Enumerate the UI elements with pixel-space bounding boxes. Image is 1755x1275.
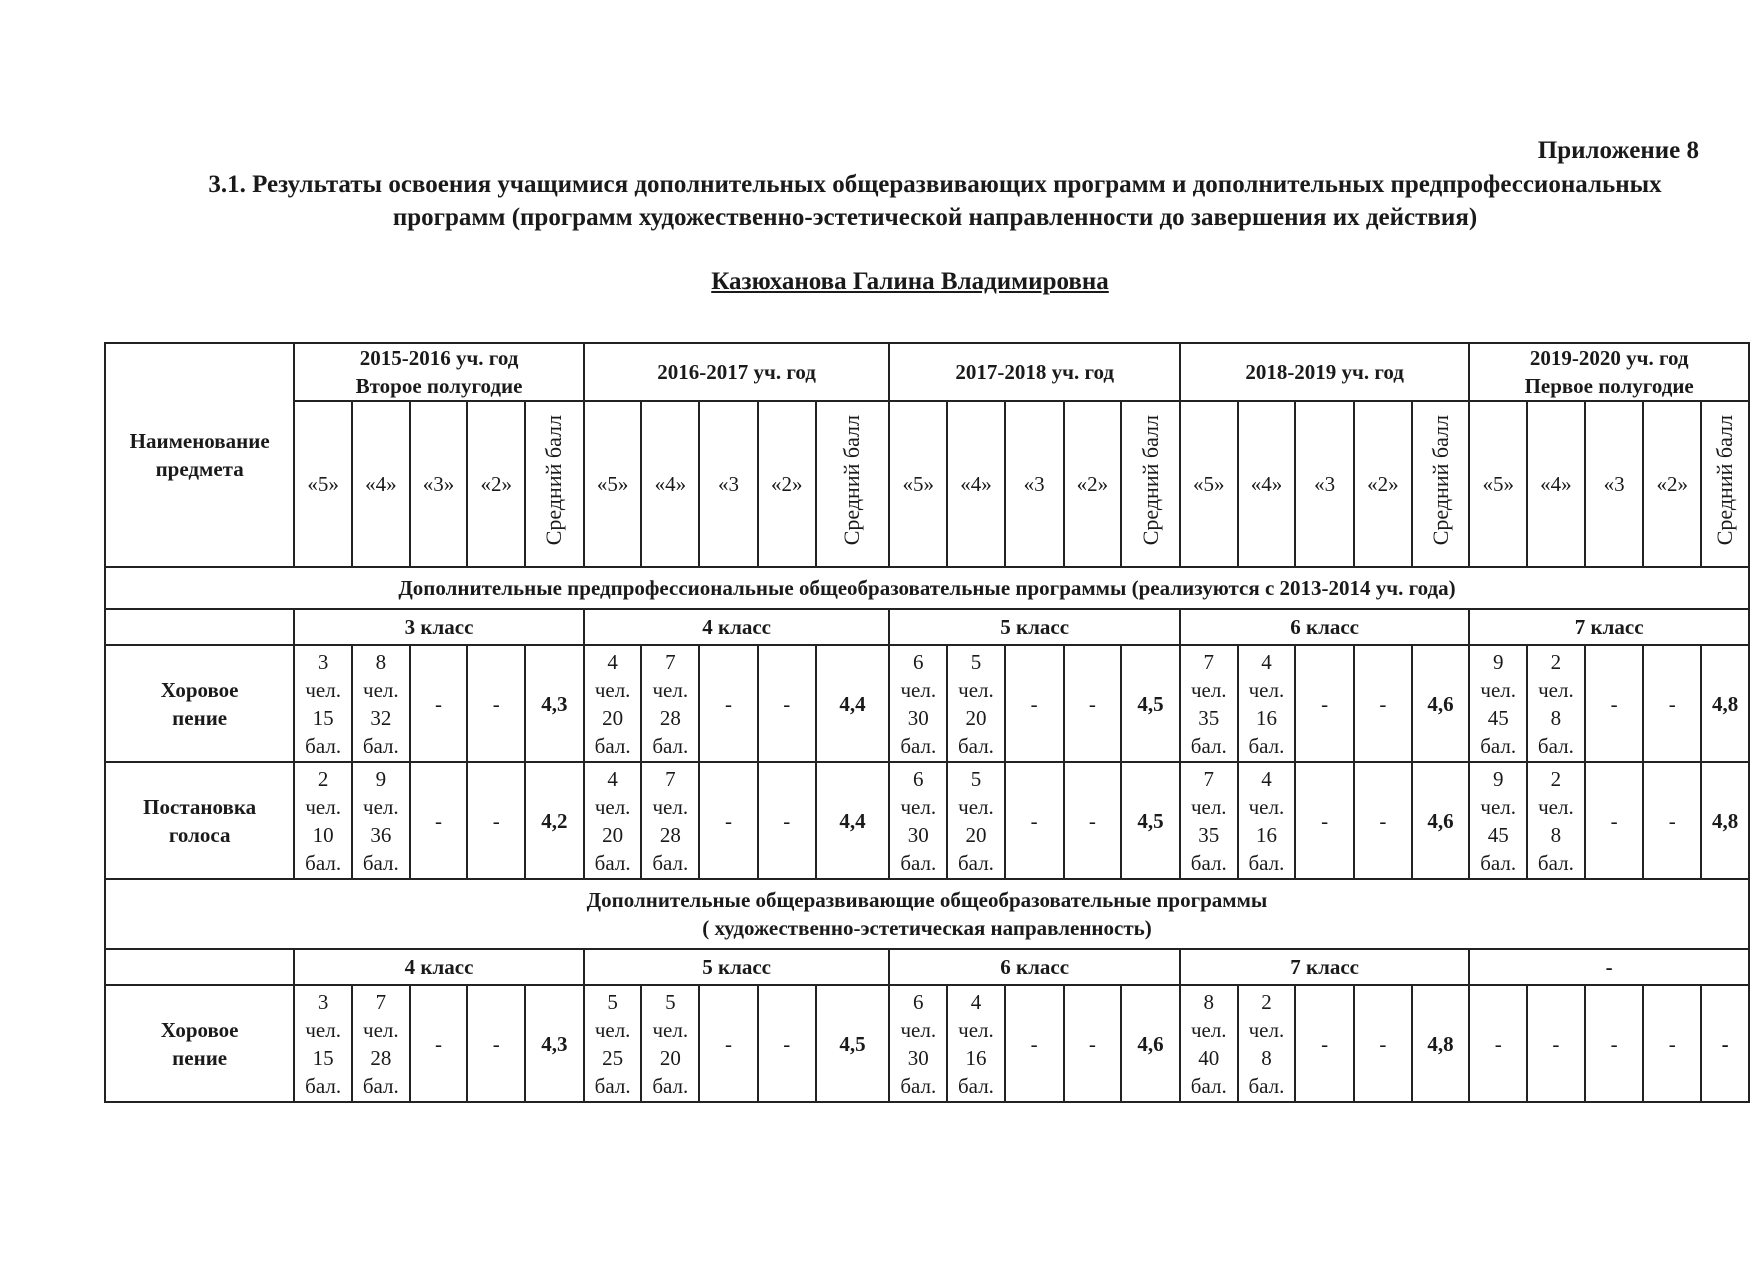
- count-grade-3: -: [1585, 762, 1644, 879]
- grade-header: «3: [1585, 401, 1644, 567]
- count-grade-4: 7 чел. 28 бал.: [641, 762, 699, 879]
- avg-score-header: [1121, 401, 1180, 567]
- average-score: 4,8: [1412, 985, 1470, 1102]
- class-row-spacer: [105, 609, 294, 645]
- count-grade-3: -: [699, 762, 758, 879]
- year-header: 2018-2019 уч. год: [1180, 343, 1469, 401]
- average-score: 4,8: [1701, 645, 1749, 762]
- class-label: 6 класс: [889, 949, 1179, 985]
- year-header: 2019-2020 уч. год Первое полугодие: [1469, 343, 1749, 401]
- count-grade-2: -: [1643, 762, 1701, 879]
- class-label: -: [1469, 949, 1749, 985]
- count-grade-2: -: [1064, 762, 1122, 879]
- count-grade-3: -: [1295, 645, 1354, 762]
- grade-header: «4»: [352, 401, 410, 567]
- count-grade-3: -: [410, 985, 468, 1102]
- count-grade-5: 6 чел. 30 бал.: [889, 762, 947, 879]
- average-score: 4,2: [525, 762, 584, 879]
- grade-header: «5»: [584, 401, 642, 567]
- grade-header: «4»: [1527, 401, 1585, 567]
- count-grade-4: 5 чел. 20 бал.: [947, 645, 1005, 762]
- average-score: 4,6: [1412, 762, 1470, 879]
- header-row-years: [105, 343, 1749, 401]
- grade-header: «5»: [889, 401, 947, 567]
- count-grade-3: -: [699, 645, 758, 762]
- count-grade-2: -: [758, 985, 816, 1102]
- table-row: [105, 762, 1749, 879]
- count-grade-4: 4 чел. 16 бал.: [947, 985, 1005, 1102]
- count-grade-4: 7 чел. 28 бал.: [641, 645, 699, 762]
- count-grade-2: -: [1643, 645, 1701, 762]
- count-grade-4: 9 чел. 36 бал.: [352, 762, 410, 879]
- count-grade-5: 2 чел. 10 бал.: [294, 762, 352, 879]
- count-grade-5: 9 чел. 45 бал.: [1469, 645, 1527, 762]
- grade-header: «2»: [1354, 401, 1412, 567]
- count-grade-2: -: [467, 985, 525, 1102]
- header-row-grades: [105, 401, 1749, 567]
- avg-score-label: Средний балл: [1427, 415, 1453, 546]
- grade-header: «3: [1295, 401, 1354, 567]
- average-score: 4,6: [1412, 645, 1470, 762]
- grade-header: «4»: [1238, 401, 1296, 567]
- class-label: 6 класс: [1180, 609, 1469, 645]
- count-grade-2: -: [1643, 985, 1701, 1102]
- table-body: [105, 343, 1749, 1102]
- count-grade-4: 2 чел. 8 бал.: [1238, 985, 1296, 1102]
- count-grade-5: 4 чел. 20 бал.: [584, 762, 642, 879]
- class-row: [105, 949, 1749, 985]
- count-grade-4: 7 чел. 28 бал.: [352, 985, 410, 1102]
- year-header: 2015-2016 уч. год Второе полугодие: [294, 343, 583, 401]
- avg-score-label: Средний балл: [541, 415, 567, 546]
- class-label: 4 класс: [294, 949, 583, 985]
- grade-header: «2»: [467, 401, 525, 567]
- grade-header: «3»: [410, 401, 468, 567]
- count-grade-2: -: [467, 645, 525, 762]
- count-grade-4: 2 чел. 8 бал.: [1527, 762, 1585, 879]
- count-grade-5: 4 чел. 20 бал.: [584, 645, 642, 762]
- count-grade-5: 7 чел. 35 бал.: [1180, 645, 1238, 762]
- count-grade-2: -: [758, 645, 816, 762]
- grade-header: «4»: [641, 401, 699, 567]
- count-grade-4: 8 чел. 32 бал.: [352, 645, 410, 762]
- avg-score-label: Средний балл: [1137, 415, 1163, 546]
- count-grade-5: 9 чел. 45 бал.: [1469, 762, 1527, 879]
- section-title-row: [105, 879, 1749, 949]
- count-grade-2: -: [1354, 985, 1412, 1102]
- class-label: 3 класс: [294, 609, 583, 645]
- subject-column-header: Наименование предмета: [105, 343, 294, 567]
- count-grade-5: 8 чел. 40 бал.: [1180, 985, 1238, 1102]
- count-grade-3: -: [1295, 985, 1354, 1102]
- count-grade-5: -: [1469, 985, 1527, 1102]
- count-grade-4: 5 чел. 20 бал.: [641, 985, 699, 1102]
- average-score: -: [1701, 985, 1749, 1102]
- section-title-row: [105, 567, 1749, 609]
- count-grade-4: 4 чел. 16 бал.: [1238, 645, 1296, 762]
- count-grade-5: 3 чел. 15 бал.: [294, 645, 352, 762]
- count-grade-5: 6 чел. 30 бал.: [889, 985, 947, 1102]
- average-score: 4,4: [816, 645, 890, 762]
- table-row: [105, 985, 1749, 1102]
- average-score: 4,4: [816, 762, 890, 879]
- average-score: 4,5: [816, 985, 890, 1102]
- subject-name: Хоровое пение: [105, 645, 294, 762]
- class-label: 5 класс: [889, 609, 1179, 645]
- subject-name: Хоровое пение: [105, 985, 294, 1102]
- count-grade-5: 3 чел. 15 бал.: [294, 985, 352, 1102]
- count-grade-4: 5 чел. 20 бал.: [947, 762, 1005, 879]
- grade-header: «2»: [1064, 401, 1122, 567]
- grade-header: «2»: [1643, 401, 1701, 567]
- avg-score-header: [1412, 401, 1470, 567]
- count-grade-3: -: [1295, 762, 1354, 879]
- section-title: Дополнительные предпрофессиональные общеобразовательные программы (реализуются с 2013-2014 уч. года): [105, 567, 1749, 609]
- grade-header: «4»: [947, 401, 1005, 567]
- count-grade-2: -: [758, 762, 816, 879]
- average-score: 4,3: [525, 985, 584, 1102]
- count-grade-3: -: [1005, 645, 1064, 762]
- teacher-name: Казюханова Галина Владимировна: [711, 268, 1109, 295]
- count-grade-3: -: [1005, 762, 1064, 879]
- avg-score-header: [1701, 401, 1749, 567]
- grade-header: «5»: [1469, 401, 1527, 567]
- class-label: 7 класс: [1469, 609, 1749, 645]
- year-header: 2016-2017 уч. год: [584, 343, 890, 401]
- avg-score-header: [525, 401, 584, 567]
- grade-header: «3: [699, 401, 758, 567]
- average-score: 4,3: [525, 645, 584, 762]
- avg-score-label: Средний балл: [1712, 415, 1738, 546]
- class-label: 4 класс: [584, 609, 890, 645]
- count-grade-4: 2 чел. 8 бал.: [1527, 645, 1585, 762]
- appendix-label: Приложение 8: [1537, 137, 1699, 164]
- year-header: 2017-2018 уч. год: [889, 343, 1179, 401]
- class-row: [105, 609, 1749, 645]
- count-grade-4: 4 чел. 16 бал.: [1238, 762, 1296, 879]
- count-grade-3: -: [699, 985, 758, 1102]
- count-grade-2: -: [1354, 645, 1412, 762]
- count-grade-3: -: [1585, 985, 1644, 1102]
- document-title: 3.1. Результаты освоения учащимися дополнительных общеразвивающих программ и дополнительных предпрофессиональных программ (программ художественно-эстетической направленности до завершения их действия): [208, 171, 1662, 231]
- results-table: [104, 342, 1750, 1103]
- average-score: 4,6: [1121, 985, 1180, 1102]
- subject-name: Постановка голоса: [105, 762, 294, 879]
- count-grade-5: 7 чел. 35 бал.: [1180, 762, 1238, 879]
- count-grade-3: -: [1005, 985, 1064, 1102]
- count-grade-3: -: [410, 762, 468, 879]
- average-score: 4,5: [1121, 762, 1180, 879]
- count-grade-2: -: [1064, 985, 1122, 1102]
- count-grade-4: -: [1527, 985, 1585, 1102]
- avg-score-label: Средний балл: [839, 415, 865, 546]
- class-row-spacer: [105, 949, 294, 985]
- section-title: Дополнительные общеразвивающие общеобразовательные программы ( художественно-эстетическая направленность): [105, 879, 1749, 949]
- grade-header: «2»: [758, 401, 816, 567]
- count-grade-3: -: [410, 645, 468, 762]
- grade-header: «5»: [294, 401, 352, 567]
- average-score: 4,8: [1701, 762, 1749, 879]
- class-label: 7 класс: [1180, 949, 1469, 985]
- table-row: [105, 645, 1749, 762]
- count-grade-5: 5 чел. 25 бал.: [584, 985, 642, 1102]
- count-grade-2: -: [1064, 645, 1122, 762]
- count-grade-5: 6 чел. 30 бал.: [889, 645, 947, 762]
- grade-header: «3: [1005, 401, 1064, 567]
- count-grade-3: -: [1585, 645, 1644, 762]
- average-score: 4,5: [1121, 645, 1180, 762]
- count-grade-2: -: [1354, 762, 1412, 879]
- class-label: 5 класс: [584, 949, 890, 985]
- grade-header: «5»: [1180, 401, 1238, 567]
- avg-score-header: [816, 401, 890, 567]
- count-grade-2: -: [467, 762, 525, 879]
